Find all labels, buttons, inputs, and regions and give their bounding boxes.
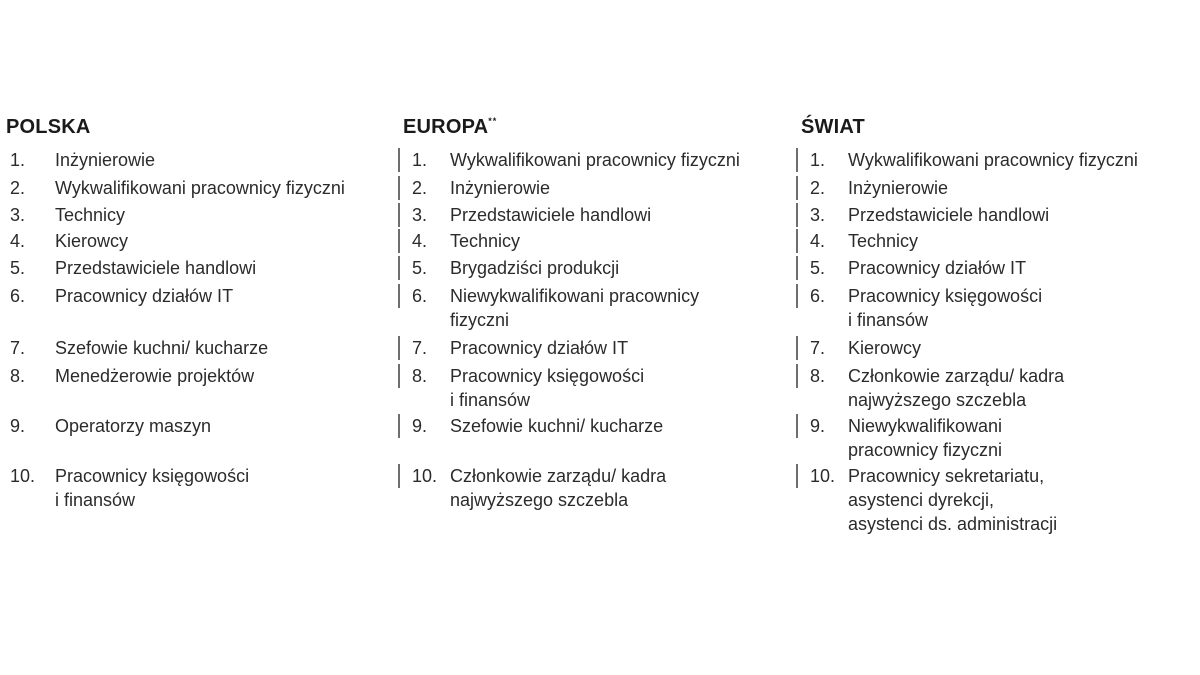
rank-label: Kierowcy — [848, 338, 922, 358]
rank-label: Pracownicy działów IT — [450, 338, 629, 358]
rank-label: Technicy — [55, 205, 126, 225]
list-item — [398, 256, 795, 284]
rank-label: Szefowie kuchni/ kucharze — [55, 338, 269, 358]
list-item — [6, 284, 391, 336]
column-polska — [6, 108, 391, 540]
column-swiat — [801, 108, 1193, 540]
rank-number: 1. — [796, 148, 848, 172]
rank-number: 8. — [796, 364, 848, 388]
list-item — [796, 364, 1193, 414]
heading-text: ŚWIAT — [801, 116, 865, 138]
rank-list — [6, 148, 391, 540]
list-item — [6, 364, 391, 414]
rank-label: Wykwalifikowani pracownicy fizyczni — [450, 150, 740, 170]
rank-label: Przedstawiciele handlowi — [450, 205, 652, 225]
rank-number: 2. — [10, 178, 26, 198]
rank-number: 1. — [10, 150, 26, 170]
list-item — [6, 203, 391, 229]
column-heading — [403, 108, 795, 138]
rank-label: Wykwalifikowani pracownicy fizyczni — [848, 150, 1138, 170]
rank-number: 2. — [796, 176, 848, 200]
rank-number: 9. — [398, 414, 450, 438]
rank-label: Pracownicy sekretariatu, asystenci dyrekcji, asystenci ds. administracji — [848, 466, 1058, 534]
rank-label: Inżynierowie — [848, 178, 949, 198]
list-item — [796, 256, 1193, 284]
list-item — [398, 229, 795, 256]
rank-label: Pracownicy księgowości i finansów — [450, 366, 645, 410]
list-item — [398, 176, 795, 203]
rank-label: Przedstawiciele handlowi — [55, 258, 257, 278]
list-item — [796, 176, 1193, 203]
rank-number: 8. — [398, 364, 450, 388]
column-europa — [403, 108, 795, 540]
rank-number: 10. — [10, 466, 36, 486]
list-item — [398, 464, 795, 540]
rank-label: Wykwalifikowani pracownicy fizyczni — [55, 178, 345, 198]
rank-label: Pracownicy księgowości i finansów — [55, 466, 250, 510]
rank-number: 3. — [796, 203, 848, 227]
rank-number: 5. — [398, 256, 450, 280]
list-item — [6, 414, 391, 464]
rank-number: 1. — [398, 148, 450, 172]
column-heading — [801, 108, 1193, 138]
list-item — [6, 148, 391, 176]
rank-number: 9. — [796, 414, 848, 438]
column-heading — [6, 108, 391, 138]
rank-label: Członkowie zarządu/ kadra najwyższego szczebla — [450, 466, 667, 510]
list-item — [796, 336, 1193, 364]
rank-number: 4. — [10, 231, 26, 251]
rank-number: 7. — [10, 338, 26, 358]
list-item — [398, 203, 795, 229]
rank-number: 6. — [796, 284, 848, 308]
list-item — [398, 336, 795, 364]
rank-number: 10. — [796, 464, 848, 488]
rank-label: Pracownicy działów IT — [848, 258, 1027, 278]
heading-text: POLSKA — [6, 116, 91, 138]
list-item — [796, 203, 1193, 229]
rank-number: 7. — [398, 336, 450, 360]
list-item — [6, 336, 391, 364]
rank-label: Pracownicy działów IT — [55, 286, 234, 306]
rank-label: Menedżerowie projektów — [55, 366, 255, 386]
rank-number: 7. — [796, 336, 848, 360]
list-item — [796, 229, 1193, 256]
rank-number: 10. — [398, 464, 450, 488]
rank-number: 4. — [796, 229, 848, 253]
rank-label: Inżynierowie — [55, 150, 156, 170]
list-item — [398, 364, 795, 414]
rank-label: Brygadziści produkcji — [450, 258, 620, 278]
rank-label: Operatorzy maszyn — [55, 416, 212, 436]
rank-number: 3. — [10, 205, 26, 225]
rank-number: 9. — [10, 416, 26, 436]
rank-number: 6. — [398, 284, 450, 308]
rank-number: 5. — [796, 256, 848, 280]
list-item — [796, 148, 1193, 176]
rank-number: 2. — [398, 176, 450, 200]
rank-label: Niewykwalifikowani pracownicy fizyczni — [848, 416, 1003, 460]
rank-label: Kierowcy — [55, 231, 129, 251]
rank-label: Technicy — [848, 231, 919, 251]
rank-number: 4. — [398, 229, 450, 253]
rank-label: Pracownicy księgowości i finansów — [848, 286, 1043, 330]
rank-list — [398, 148, 795, 540]
rank-label: Inżynierowie — [450, 178, 551, 198]
list-item — [6, 229, 391, 256]
rank-label: Niewykwalifikowani pracownicy fizyczni — [450, 286, 700, 330]
list-item — [796, 284, 1193, 336]
list-item — [796, 464, 1193, 540]
heading-marker: ** — [488, 116, 498, 126]
list-item — [6, 256, 391, 284]
rank-label: Technicy — [450, 231, 521, 251]
list-item — [796, 414, 1193, 464]
list-item — [398, 148, 795, 176]
rank-label: Przedstawiciele handlowi — [848, 205, 1050, 225]
list-item — [398, 284, 795, 336]
rank-number: 5. — [10, 258, 26, 278]
rank-label: Szefowie kuchni/ kucharze — [450, 416, 664, 436]
list-item — [6, 176, 391, 203]
list-item — [398, 414, 795, 464]
rank-number: 3. — [398, 203, 450, 227]
rank-list — [796, 148, 1193, 540]
rank-number: 8. — [10, 366, 26, 386]
rank-number: 6. — [10, 286, 26, 306]
list-item — [6, 464, 391, 540]
heading-text: EUROPA — [403, 116, 489, 138]
rank-label: Członkowie zarządu/ kadra najwyższego szczebla — [848, 366, 1065, 410]
